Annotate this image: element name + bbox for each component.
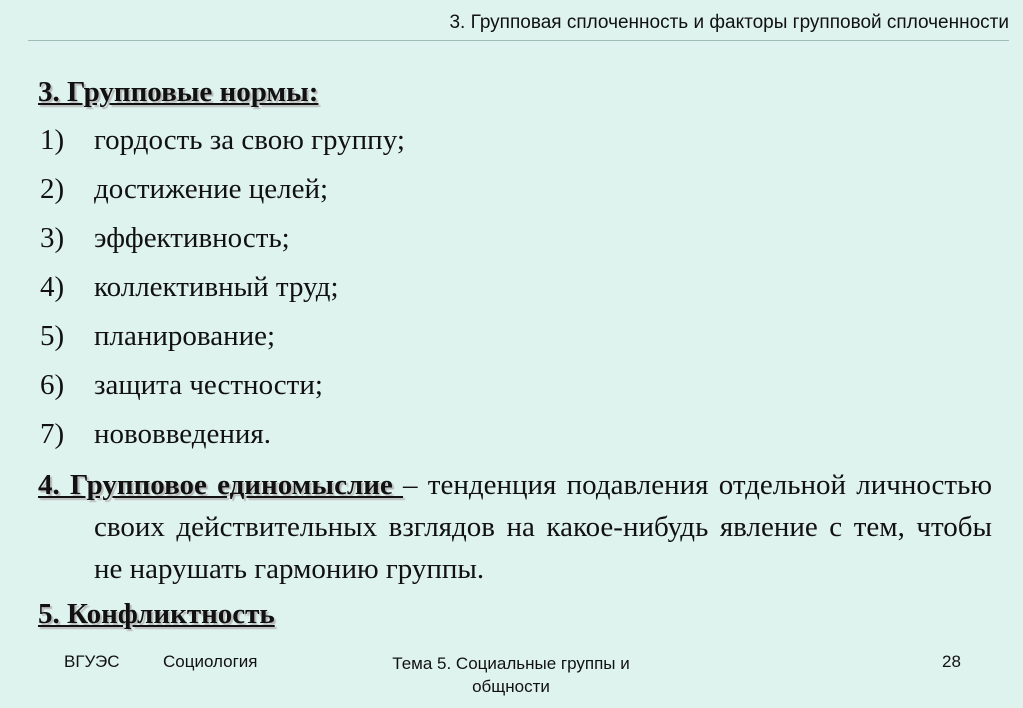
list-item-number: 7): [40, 418, 65, 450]
list-item-number: 5): [40, 320, 65, 352]
list-item: [40, 172, 405, 221]
list-item: [40, 319, 405, 368]
list-item: [40, 368, 405, 417]
list-item-text: эффективность;: [94, 222, 290, 254]
list-item-number: 4): [40, 271, 65, 303]
list-item: [40, 270, 405, 319]
list-item: [40, 221, 405, 270]
groupthink-paragraph: [38, 464, 992, 590]
groupthink-definition: – тенденция подавления отдельной личностью своих действительных взглядов на какое-нибудь явление с тем, чтобы не нарушать гармонию группы.: [94, 469, 992, 585]
footer-topic: Тема 5. Социальные группы и общности: [392, 654, 630, 696]
norms-list: [40, 123, 405, 466]
list-item-number: 3): [40, 222, 65, 254]
slide-header-title: 3. Групповая сплоченность и факторы групповой сплоченности: [449, 12, 1009, 33]
footer-org: ВГУЭС: [64, 652, 120, 671]
list-item-number: 6): [40, 369, 65, 401]
header-divider: [28, 40, 1009, 41]
list-item-text: планирование;: [94, 320, 276, 352]
list-item-number: 2): [40, 173, 65, 205]
groupthink-term: 4. Групповое единомыслие: [38, 469, 404, 501]
list-item-text: нововведения.: [94, 418, 271, 450]
list-item-text: защита честности;: [94, 369, 323, 401]
list-item-text: достижение целей;: [94, 173, 329, 205]
list-item-text: коллективный труд;: [94, 271, 339, 303]
list-item-text: гордость за свою группу;: [94, 124, 405, 156]
list-item: [40, 123, 405, 172]
list-item: [40, 417, 405, 466]
list-item-number: 1): [40, 124, 65, 156]
conflict-heading: 5. Конфликтность: [38, 598, 275, 630]
footer-course: Социология: [163, 652, 258, 671]
norms-heading: 3. Групповые нормы:: [38, 76, 319, 108]
footer-page-number: 28: [942, 652, 961, 671]
